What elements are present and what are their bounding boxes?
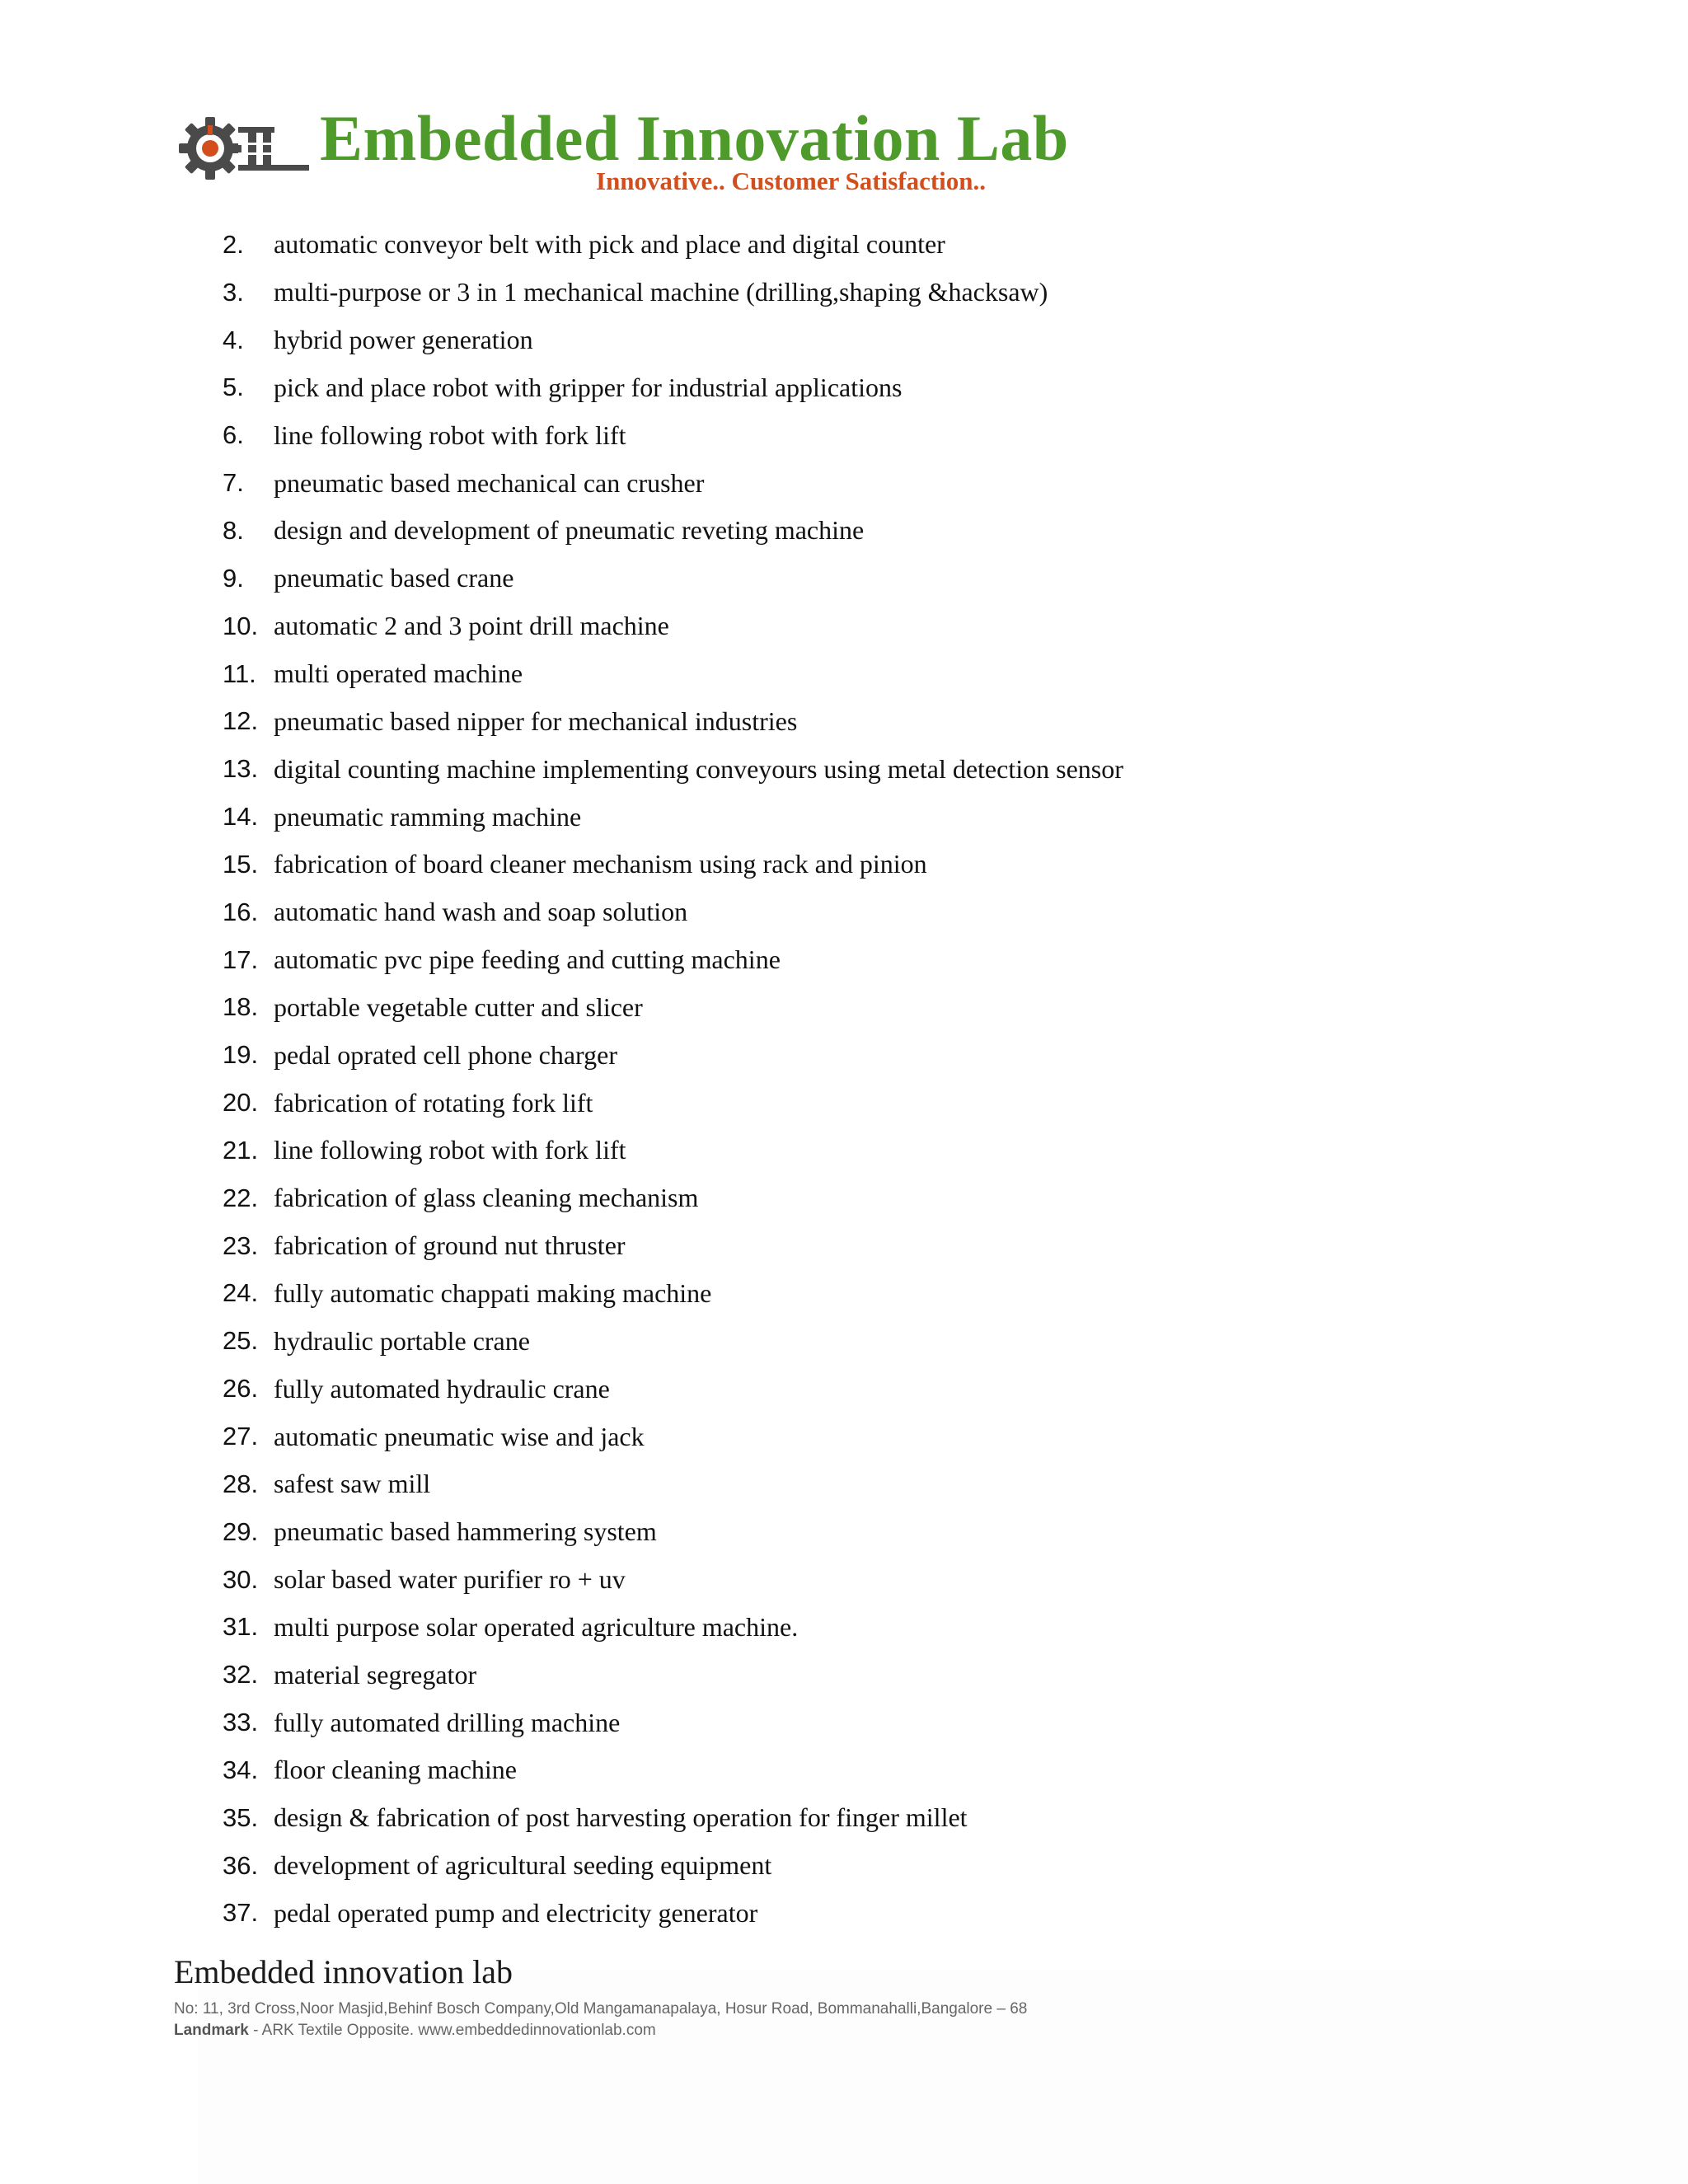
list-item: [223, 1317, 1541, 1365]
item-text: fabrication of rotating fork lift: [274, 1087, 593, 1118]
company-tagline: Innovative.. Customer Satisfaction..: [596, 166, 987, 195]
item-text: development of agricultural seeding equipment: [274, 1850, 772, 1881]
item-number: 24.: [223, 1278, 259, 1308]
item-number: 12.: [223, 706, 259, 736]
list-item: [223, 1842, 1541, 1890]
item-text: pneumatic based crane: [274, 563, 514, 593]
item-number: 20.: [223, 1088, 259, 1118]
item-number: 34.: [223, 1755, 259, 1784]
item-text: pedal oprated cell phone charger: [274, 1039, 617, 1070]
item-text: design & fabrication of post harvesting operation for finger millet: [274, 1802, 968, 1833]
list-item: [223, 411, 1541, 459]
item-text: automatic pvc pipe feeding and cutting machine: [274, 944, 781, 975]
item-number: 10.: [223, 611, 259, 640]
item-text: multi-purpose or 3 in 1 mechanical machine (drilling,shaping &hacksaw): [274, 277, 1048, 307]
list-item: [223, 1222, 1541, 1270]
list-item: [223, 793, 1541, 841]
item-text: pick and place robot with gripper for industrial applications: [274, 372, 903, 402]
item-number: 31.: [223, 1612, 259, 1642]
list-item: [223, 507, 1541, 555]
item-text: line following robot with fork lift: [274, 419, 626, 450]
list-item: [223, 697, 1541, 745]
item-number: 7.: [223, 468, 244, 498]
project-list: [223, 221, 1541, 1937]
item-text: hybrid power generation: [274, 325, 533, 355]
footer-landmark: [174, 2020, 656, 2041]
list-item: [223, 1365, 1541, 1413]
item-text: automatic hand wash and soap solution: [274, 897, 688, 927]
item-text: automatic conveyor belt with pick and place and digital counter: [274, 229, 945, 260]
list-item: [223, 1174, 1541, 1222]
item-number: 3.: [223, 277, 244, 307]
item-text: hydraulic portable crane: [274, 1325, 530, 1356]
item-text: multi purpose solar operated agriculture machine.: [274, 1611, 799, 1642]
item-number: 14.: [223, 802, 259, 832]
list-item: [223, 1079, 1541, 1127]
list-item: [223, 1651, 1541, 1699]
item-number: 28.: [223, 1469, 259, 1498]
item-text: floor cleaning machine: [274, 1755, 517, 1785]
item-number: 11.: [223, 658, 256, 688]
item-text: pneumatic based hammering system: [274, 1516, 657, 1547]
list-item: [223, 459, 1541, 507]
item-number: 2.: [223, 229, 244, 259]
item-text: multi operated machine: [274, 658, 523, 689]
list-item: [223, 269, 1541, 316]
item-text: fully automated hydraulic crane: [274, 1373, 610, 1404]
item-text: fully automated drilling machine: [274, 1707, 621, 1737]
landmark-text: - ARK Textile Opposite. www.embeddedinnovationlab.com: [248, 2022, 656, 2039]
item-text: material segregator: [274, 1659, 477, 1690]
item-number: 17.: [223, 944, 259, 974]
landmark-label: Landmark: [174, 2022, 249, 2039]
item-text: fully automatic chappati making machine: [274, 1277, 712, 1308]
list-item: [223, 1127, 1541, 1174]
item-number: 18.: [223, 992, 259, 1022]
item-text: fabrication of board cleaner mechanism using rack and pinion: [274, 849, 927, 879]
item-text: line following robot with fork lift: [274, 1135, 626, 1165]
item-text: fabrication of ground nut thruster: [274, 1230, 626, 1261]
item-number: 22.: [223, 1183, 259, 1212]
company-name: Embedded Innovation Lab: [320, 102, 1069, 174]
list-item: [223, 1556, 1541, 1604]
list-item: [223, 1794, 1541, 1842]
item-number: 29.: [223, 1516, 259, 1546]
item-number: 32.: [223, 1660, 259, 1690]
item-text: safest saw mill: [274, 1469, 431, 1499]
list-item: [223, 1699, 1541, 1746]
item-text: pneumatic ramming machine: [274, 801, 582, 832]
item-number: 25.: [223, 1326, 259, 1356]
item-number: 4.: [223, 325, 244, 354]
list-item: [223, 221, 1541, 269]
item-number: 36.: [223, 1850, 259, 1880]
item-text: digital counting machine implementing conveyours using metal detection sensor: [274, 753, 1123, 784]
item-number: 8.: [223, 515, 244, 545]
item-text: fabrication of glass cleaning mechanism: [274, 1183, 699, 1213]
item-number: 37.: [223, 1898, 259, 1928]
item-text: automatic 2 and 3 point drill machine: [274, 611, 669, 641]
item-text: design and development of pneumatic reveting machine: [274, 515, 865, 546]
list-item: [223, 888, 1541, 936]
item-text: portable vegetable cutter and slicer: [274, 991, 643, 1022]
item-number: 23.: [223, 1230, 259, 1260]
footer-address: No: 11, 3rd Cross,Noor Masjid,Behinf Bosch Company,Old Mangamanapalaya, Hosur Road, Bommanahalli,Bangalore – 68: [174, 2000, 1028, 2018]
item-number: 30.: [223, 1564, 259, 1594]
list-item: [223, 984, 1541, 1032]
list-item: [223, 745, 1541, 793]
list-item: [223, 650, 1541, 698]
list-item: [223, 1508, 1541, 1556]
list-item: [223, 364, 1541, 412]
list-item: [223, 936, 1541, 984]
item-text: automatic pneumatic wise and jack: [274, 1421, 645, 1451]
list-item: [223, 1460, 1541, 1508]
footer-company-name: Embedded innovation lab: [174, 1953, 513, 1990]
item-number: 19.: [223, 1040, 259, 1070]
list-item: [223, 1413, 1541, 1460]
gear-logo-icon: [177, 115, 317, 181]
list-item: [223, 1270, 1541, 1318]
item-number: 15.: [223, 849, 259, 879]
item-number: 33.: [223, 1708, 259, 1737]
list-item: [223, 1890, 1541, 1938]
item-number: 6.: [223, 420, 244, 450]
list-item: [223, 1031, 1541, 1079]
item-number: 27.: [223, 1422, 259, 1451]
list-item: [223, 841, 1541, 888]
item-number: 5.: [223, 373, 244, 402]
item-text: solar based water purifier ro + uv: [274, 1564, 626, 1595]
list-item: [223, 555, 1541, 602]
item-number: 13.: [223, 754, 259, 784]
item-text: pneumatic based mechanical can crusher: [274, 467, 705, 498]
item-number: 16.: [223, 897, 259, 926]
item-text: pneumatic based nipper for mechanical industries: [274, 705, 798, 736]
company-logo: [177, 102, 1084, 202]
item-number: 35.: [223, 1802, 259, 1832]
item-number: 26.: [223, 1374, 259, 1404]
list-item: [223, 602, 1541, 650]
list-item: [223, 1603, 1541, 1651]
item-number: 21.: [223, 1135, 259, 1165]
list-item: [223, 1746, 1541, 1794]
list-item: [223, 316, 1541, 364]
item-text: pedal operated pump and electricity generator: [274, 1897, 758, 1928]
item-number: 9.: [223, 563, 244, 593]
